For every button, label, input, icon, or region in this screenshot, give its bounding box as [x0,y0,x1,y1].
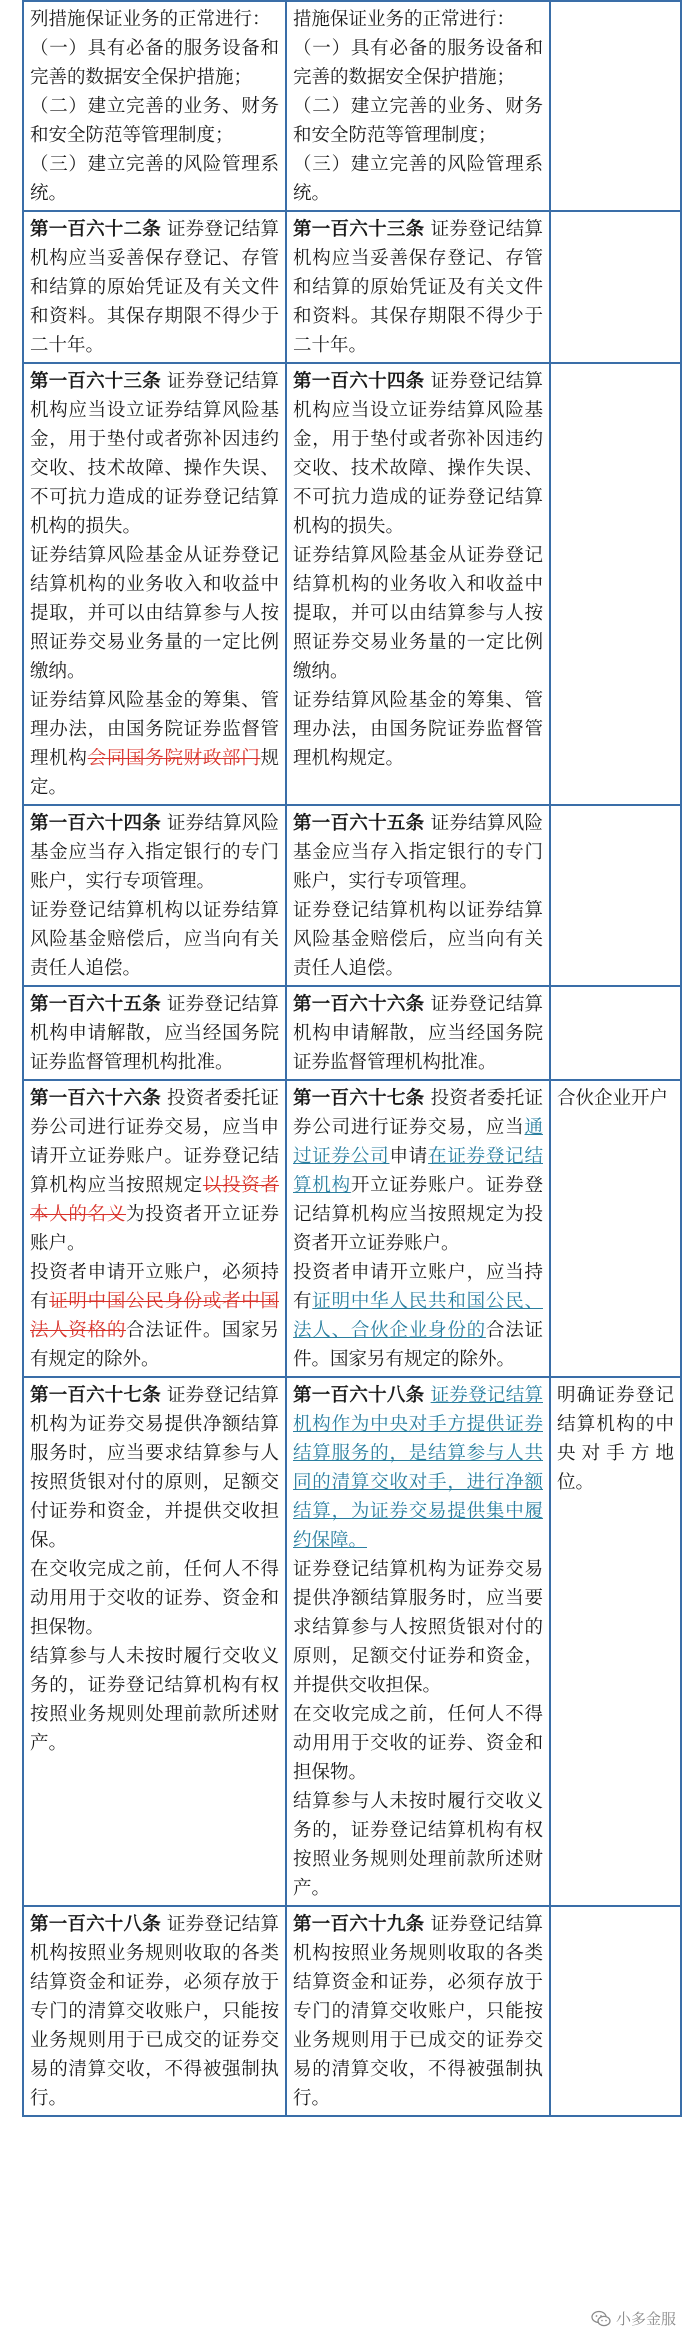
text-segment: 证券登记结算机构申请解散，应当经国务院证券监督管理机构批准。 [30,994,279,1073]
text-segment: 证券结算风险基金应当存入指定银行的专门账户，实行专项管理。 [293,813,543,892]
text-segment: （三）建立完善的风险管理系统。 [293,154,543,204]
text-segment: （一）具有必备的服务设备和完善的数据安全保护措施； [293,38,543,88]
new-text-cell [286,363,550,805]
inserted-text: 证明中华人民共和国公民、法人、合伙企业身份的 [293,1291,543,1341]
text-segment: 合法证件。国家另有规定的除外。 [293,1320,543,1370]
text-segment: 证券结算风险基金的筹集、管理办法，由国务院证券监督管理机构 [30,690,279,769]
note-text: 合伙企业开户 [557,1088,669,1109]
article-number: 第一百六十四条 [293,371,425,392]
inserted-text: 证券登记结算机构作为中央对手方提供证券结算服务的，是结算参与人共同的清算交收对手，进行净额结算，为证券交易提供集中履约保障。 [293,1385,543,1551]
inserted-text: 在证券登记结算机构 [293,1146,543,1196]
paragraph [293,215,543,360]
deleted-text: 以投资者本人的名义 [30,1175,279,1225]
article-number: 第一百六十五条 [293,813,425,834]
text-segment: （二）建立完善的业务、财务和安全防范等管理制度； [293,96,543,146]
new-text-cell [286,1906,550,2116]
table-row [23,1080,681,1377]
text-segment: 投资者委托证券公司进行证券交易，应当申请开立证券账户。证券登记结算机构应当按照规定 [30,1088,279,1196]
text-segment: （三）建立完善的风险管理系统。 [30,154,279,204]
article-number: 第一百六十八条 [30,1914,161,1935]
old-text-cell [23,211,286,363]
paragraph [293,1084,543,1258]
old-text-cell [23,1377,286,1906]
paragraph [30,1642,279,1758]
note-cell [550,805,681,986]
note-cell [550,1,681,211]
text-segment: 证券结算风险基金的筹集、管理办法，由国务院证券监督管理机构规定。 [293,690,543,769]
note-cell [550,1080,681,1377]
paragraph [30,367,279,541]
text-segment: 证券结算风险基金从证券登记结算机构的业务收入和收益中提取，并可以由结算参与人按照证券交易业务量的一定比例缴纳。 [293,545,543,682]
paragraph [293,367,543,541]
paragraph [30,990,279,1077]
paragraph [293,1787,543,1903]
old-text-cell [23,1906,286,2116]
article-number: 第一百六十六条 [30,1088,161,1109]
paragraph [293,541,543,686]
table-row [23,1,681,211]
paragraph [293,686,543,773]
text-segment: 证券登记结算机构应当妥善保存登记、存管和结算的原始凭证及有关文件和资料。其保存期限不得少于二十年。 [293,219,543,356]
text-segment: 在交收完成之前，任何人不得动用用于交收的证券、资金和担保物。 [30,1559,279,1638]
table-body [23,1,681,2116]
text-segment: 证券登记结算机构按照业务规则收取的各类结算资金和证券，必须存放于专门的清算交收账户，只能按业务规则用于已成交的证券交易的清算交收，不得被强制执行。 [30,1914,279,2109]
paragraph [30,5,279,34]
text-segment: 证券登记结算机构以证券结算风险基金赔偿后，应当向有关责任人追偿。 [293,900,543,979]
text-segment: 投资者委托证券公司进行证券交易，应当 [293,1088,543,1138]
old-text-cell [23,805,286,986]
text-segment: 申请 [389,1146,429,1167]
article-number: 第一百六十九条 [293,1914,425,1935]
note-cell [550,1906,681,2116]
text-segment: 投资者申请开立账户，必须持有 [30,1262,279,1312]
paragraph [30,215,279,360]
text-segment: 证券登记结算机构以证券结算风险基金赔偿后，应当向有关责任人追偿。 [30,900,279,979]
paragraph [30,150,279,208]
old-text-cell [23,1080,286,1377]
inserted-text: 通过证券公司 [293,1117,543,1167]
article-number: 第一百六十八条 [293,1385,425,1406]
text-segment: 结算参与人未按时履行交收义务的，证券登记结算机构有权按照业务规则处理前款所述财产。 [30,1646,279,1754]
table-row [23,211,681,363]
text-segment: 开立证券账户。证券登记结算机构应当按照规定为投资者开立证券账户。 [293,1175,543,1254]
note-cell [550,986,681,1080]
wechat-icon [591,2310,611,2328]
paragraph [30,34,279,92]
watermark-text: 小多金服 [615,2310,676,2328]
old-text-cell [23,1,286,211]
paragraph [293,34,543,92]
paragraph [293,1555,543,1700]
new-text-cell [286,1377,550,1906]
note-text: 明确证券登记结算机构的中央对手方地位。 [557,1385,674,1493]
watermark [591,2308,676,2329]
text-segment: 投资者申请开立账户，应当持有 [293,1262,543,1312]
paragraph [293,1910,543,2113]
text-segment: 证券登记结算机构为证券交易提供净额结算服务时，应当要求结算参与人按照货银对付的原则，足额交付证券和资金，并提供交收担保。 [293,1559,543,1696]
paragraph [30,1381,279,1555]
text-segment: 措施保证业务的正常进行： [293,9,516,30]
paragraph [293,92,543,150]
article-number: 第一百六十二条 [30,219,161,240]
text-segment: 证券登记结算机构应当设立证券结算风险基金，用于垫付或者弥补因违约交收、技术故障、操作失误、不可抗力造成的证券登记结算机构的损失。 [293,371,543,537]
text-segment: 规定。 [30,748,279,798]
deleted-text: 证明中国公民身份或者中国法人资格的 [30,1291,279,1341]
paragraph [30,1084,279,1258]
new-text-cell [286,1,550,211]
paragraph [30,1910,279,2113]
new-text-cell [286,986,550,1080]
paragraph [30,92,279,150]
text-segment: 证券登记结算机构申请解散，应当经国务院证券监督管理机构批准。 [293,994,543,1073]
note-cell [550,363,681,805]
table-row [23,986,681,1080]
article-number: 第一百六十三条 [293,219,425,240]
paragraph [293,1381,543,1555]
paragraph [293,896,543,983]
old-text-cell [23,986,286,1080]
table-row [23,1906,681,2116]
text-segment: （二）建立完善的业务、财务和安全防范等管理制度； [30,96,279,146]
paragraph [30,1258,279,1374]
paragraph [293,150,543,208]
text-segment: 证券结算风险基金从证券登记结算机构的业务收入和收益中提取，并可以由结算参与人按照证券交易业务量的一定比例缴纳。 [30,545,279,682]
article-number: 第一百六十四条 [30,813,161,834]
paragraph [30,896,279,983]
new-text-cell [286,1080,550,1377]
paragraph [30,1555,279,1642]
paragraph [30,809,279,896]
text-segment: 证券登记结算机构按照业务规则收取的各类结算资金和证券，必须存放于专门的清算交收账户，只能按业务规则用于已成交的证券交易的清算交收，不得被强制执行。 [293,1914,543,2109]
paragraph [30,686,279,802]
old-text-cell [23,363,286,805]
text-segment: 合法证件。国家另有规定的除外。 [30,1320,279,1370]
text-segment: 在交收完成之前，任何人不得动用用于交收的证券、资金和担保物。 [293,1704,543,1783]
article-number: 第一百六十七条 [30,1385,161,1406]
note-cell [550,1377,681,1906]
text-segment: 证券结算风险基金应当存入指定银行的专门账户，实行专项管理。 [30,813,279,892]
new-text-cell [286,805,550,986]
text-segment: 为投资者开立证券账户。 [30,1204,279,1254]
paragraph [30,541,279,686]
paragraph [293,1700,543,1787]
paragraph [293,990,543,1077]
deleted-text: 会同国务院财政部门 [87,748,261,769]
article-number: 第一百六十六条 [293,994,425,1015]
text-segment: 列措施保证业务的正常进行： [30,9,271,30]
article-number: 第一百六十三条 [30,371,161,392]
article-number: 第一百六十五条 [30,994,161,1015]
table-row [23,1377,681,1906]
paragraph [293,1258,543,1374]
table-row [23,363,681,805]
new-text-cell [286,211,550,363]
note-cell [550,211,681,363]
text-segment: 证券登记结算机构为证券交易提供净额结算服务时，应当要求结算参与人按照货银对付的原则，足额交付证券和资金，并提供交收担保。 [30,1385,279,1551]
text-segment: 证券登记结算机构应当妥善保存登记、存管和结算的原始凭证及有关文件和资料。其保存期限不得少于二十年。 [30,219,279,356]
text-segment: （一）具有必备的服务设备和完善的数据安全保护措施； [30,38,279,88]
text-segment: 结算参与人未按时履行交收义务的，证券登记结算机构有权按照业务规则处理前款所述财产。 [293,1791,543,1899]
comparison-table [22,0,682,2117]
article-number: 第一百六十七条 [293,1088,425,1109]
table-row [23,805,681,986]
text-segment: 证券登记结算机构应当设立证券结算风险基金，用于垫付或者弥补因违约交收、技术故障、操作失误、不可抗力造成的证券登记结算机构的损失。 [30,371,279,537]
paragraph [293,809,543,896]
paragraph [293,5,543,34]
